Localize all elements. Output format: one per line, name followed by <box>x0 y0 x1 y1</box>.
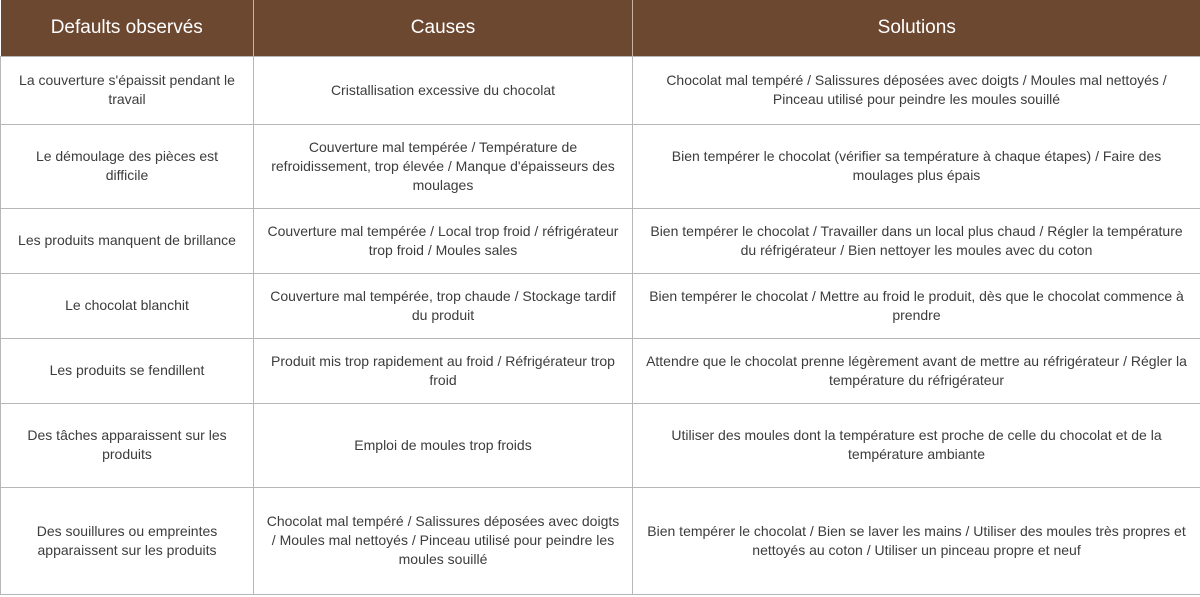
cell-solution: Bien tempérer le chocolat / Mettre au froid le produit, dès que le chocolat commence à prendre <box>633 273 1200 338</box>
cell-defaut: La couverture s'épaissit pendant le travail <box>1 56 254 124</box>
cell-cause: Produit mis trop rapidement au froid / Réfrigérateur trop froid <box>254 338 633 403</box>
table-row <box>1 403 1200 487</box>
cell-solution: Bien tempérer le chocolat / Bien se laver les mains / Utiliser des moules très propres et nettoyés au coton / Utiliser un pinceau propre et neuf <box>633 487 1200 594</box>
cell-defaut: Les produits manquent de brillance <box>1 208 254 273</box>
cell-defaut: Des souillures ou empreintes apparaissent sur les produits <box>1 487 254 594</box>
cell-solution: Bien tempérer le chocolat / Travailler dans un local plus chaud / Régler la température du réfrigérateur / Bien nettoyer les moules avec du coton <box>633 208 1200 273</box>
header-row <box>1 0 1200 56</box>
table-row <box>1 338 1200 403</box>
table-row <box>1 273 1200 338</box>
cell-solution: Bien tempérer le chocolat (vérifier sa température à chaque étapes) / Faire des moulages plus épais <box>633 124 1200 208</box>
table-row <box>1 487 1200 594</box>
cell-cause: Cristallisation excessive du chocolat <box>254 56 633 124</box>
table-row <box>1 208 1200 273</box>
cell-cause: Couverture mal tempérée / Local trop froid / réfrigérateur trop froid / Moules sales <box>254 208 633 273</box>
header-causes: Causes <box>254 0 633 56</box>
cell-defaut: Le chocolat blanchit <box>1 273 254 338</box>
cell-solution: Attendre que le chocolat prenne légèrement avant de mettre au réfrigérateur / Régler la température du réfrigérateur <box>633 338 1200 403</box>
table-body <box>1 56 1200 594</box>
table-header <box>1 0 1200 56</box>
header-defauts: Defaults observés <box>1 0 254 56</box>
cell-cause: Chocolat mal tempéré / Salissures déposées avec doigts / Moules mal nettoyés / Pinceau utilisé pour peindre les moules souillé <box>254 487 633 594</box>
cell-defaut: Des tâches apparaissent sur les produits <box>1 403 254 487</box>
cell-defaut: Les produits se fendillent <box>1 338 254 403</box>
table-row <box>1 56 1200 124</box>
table-row <box>1 124 1200 208</box>
header-solutions: Solutions <box>633 0 1200 56</box>
cell-cause: Emploi de moules trop froids <box>254 403 633 487</box>
cell-solution: Utiliser des moules dont la température est proche de celle du chocolat et de la température ambiante <box>633 403 1200 487</box>
cell-defaut: Le démoulage des pièces est difficile <box>1 124 254 208</box>
cell-cause: Couverture mal tempérée, trop chaude / Stockage tardif du produit <box>254 273 633 338</box>
cell-cause: Couverture mal tempérée / Température de refroidissement, trop élevée / Manque d'épaisseurs des moulages <box>254 124 633 208</box>
cell-solution: Chocolat mal tempéré / Salissures déposées avec doigts / Moules mal nettoyés / Pinceau utilisé pour peindre les moules souillé <box>633 56 1200 124</box>
